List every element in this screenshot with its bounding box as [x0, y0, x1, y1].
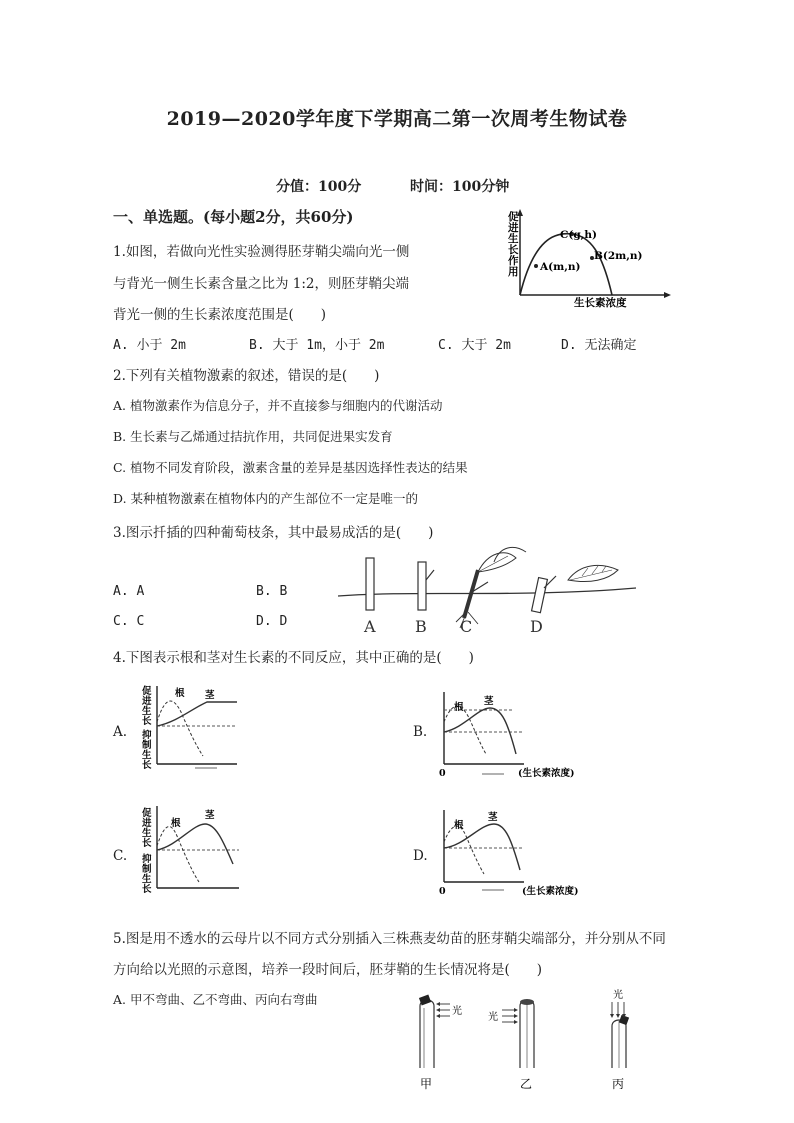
- q3-cuttings-figure: [338, 540, 636, 636]
- q1-ylabel-3: 生: [508, 233, 519, 245]
- q4-graph-c: [137, 802, 247, 894]
- q1-ylabel-5: 作: [508, 255, 519, 267]
- q1-point-c: C(g,h): [560, 229, 597, 241]
- q1-ylabel-6: 用: [508, 266, 519, 278]
- q4c-up-4: 长: [142, 838, 152, 849]
- q4a-up-3: 生: [142, 706, 152, 717]
- q4b-root: 根: [454, 702, 464, 713]
- q4c-up-2: 进: [142, 818, 152, 829]
- q3-option-d: D. D: [256, 614, 288, 629]
- q5-seedlings-figure: [400, 988, 660, 1092]
- q3-option-a: A. A: [113, 584, 145, 599]
- q5-light-1: 光: [452, 1006, 462, 1017]
- q3-label-b: B: [415, 617, 427, 636]
- q1-option-b: B. 大于 1m，小于 2m: [249, 338, 385, 353]
- q4-option-d-letter: D.: [413, 848, 428, 864]
- q5-light-3: 光: [613, 990, 623, 1001]
- q1-line-3: 背光一侧的生长素浓度范围是( ): [113, 307, 327, 323]
- q4-graph-b: [434, 688, 614, 780]
- q3-label-d: D: [530, 617, 543, 636]
- q1-line-2: 与背光一侧生长素含量之比为 1:2，则胚芽鞘尖端: [113, 276, 410, 292]
- q2-option-c: C. 植物不同发育阶段，激素含量的差异是基因选择性表达的结果: [113, 460, 468, 475]
- q4-option-c-letter: C.: [113, 848, 128, 864]
- q4-graph-a: [137, 682, 247, 774]
- q4-stem: 4.下图表示根和茎对生长素的不同反应，其中正确的是( ): [113, 650, 474, 666]
- q1-point-b: B(2m,n): [594, 250, 643, 262]
- q4a-up-1: 促: [142, 686, 152, 697]
- q1-ylabel-4: 长: [508, 244, 519, 256]
- q1-line-1: 1.如图，若做向光性实验测得胚芽鞘尖端向光一侧: [113, 244, 410, 260]
- q2-option-d: D. 某种植物激素在植物体内的产生部位不一定是唯一的: [113, 491, 419, 506]
- q4c-stem: 茎: [205, 810, 215, 821]
- q1-option-d: D. 无法确定: [561, 338, 637, 353]
- q4a-down-3: 生: [142, 750, 152, 761]
- q4d-xlabel: (生长素浓度): [522, 886, 579, 897]
- q4b-xlabel: (生长素浓度): [518, 768, 575, 779]
- section-heading: 一、单选题。(每小题2分，共60分): [113, 208, 354, 226]
- q5-line-1: 5.图是用不透水的云母片以不同方式分别插入三株燕麦幼苗的胚芽鞘尖端部分，并分别从不同: [113, 931, 666, 947]
- q4d-zero: 0: [439, 886, 446, 897]
- q4c-up-1: 促: [142, 808, 152, 819]
- q1-option-c: C. 大于 2m: [438, 338, 511, 353]
- q2-option-a: A. 植物激素作为信息分子，并不直接参与细胞内的代谢活动: [113, 398, 443, 413]
- q4b-stem: 茎: [484, 696, 494, 707]
- q3-label-c: C: [460, 617, 473, 636]
- q5-light-2: 光: [488, 1012, 498, 1023]
- q5-line-2: 方向给以光照的示意图，培养一段时间后，胚芽鞘的生长情况将是( ): [113, 962, 543, 978]
- score-label: 分值：100分: [276, 179, 362, 195]
- q5-label-jia: 甲: [420, 1077, 433, 1091]
- q2-stem: 2.下列有关植物激素的叙述，错误的是( ): [113, 368, 380, 384]
- q4a-root: 根: [175, 688, 185, 699]
- q3-stem: 3.图示扦插的四种葡萄枝条，其中最易成活的是( ): [113, 525, 434, 541]
- q1-option-a: A. 小于 2m: [113, 338, 186, 353]
- q4a-down-1: 抑: [142, 730, 152, 741]
- q4-option-a-letter: A.: [113, 724, 128, 740]
- q2-option-b: B. 生长素与乙烯通过拮抗作用，共同促进果实发育: [113, 429, 393, 444]
- q3-option-c: C. C: [113, 614, 145, 629]
- q4a-up-2: 进: [142, 696, 152, 707]
- q1-ylabel-2: 进: [508, 222, 519, 234]
- page-title: 2019—2020学年度下学期高二第一次周考生物试卷: [166, 108, 628, 130]
- q4a-up-4: 长: [142, 716, 152, 727]
- q4c-down-2: 制: [142, 864, 152, 875]
- q1-point-a: A(m,n): [540, 261, 581, 273]
- q4-option-b-letter: B.: [413, 724, 428, 740]
- q1-ylabel-1: 促: [508, 211, 519, 223]
- q4a-down-2: 制: [142, 740, 152, 751]
- q4-graph-d: [434, 806, 614, 898]
- q4c-down-3: 生: [142, 874, 152, 885]
- q4c-down-4: 长: [142, 884, 152, 894]
- q4a-down-4: 长: [142, 760, 152, 771]
- q3-label-a: A: [364, 617, 376, 636]
- q4c-down-1: 抑: [142, 854, 152, 865]
- q4d-root: 根: [454, 820, 464, 831]
- q4c-root: 根: [171, 818, 181, 829]
- q5-label-bing: 丙: [612, 1077, 625, 1091]
- q3-option-b: B. B: [256, 584, 288, 599]
- q4d-stem: 茎: [488, 812, 498, 823]
- q1-xlabel: 生长素浓度: [574, 297, 627, 308]
- q4c-up-3: 生: [142, 828, 152, 839]
- q5-option-a: A. 甲不弯曲、乙不弯曲、丙向右弯曲: [113, 992, 318, 1007]
- q4b-zero: 0: [439, 768, 446, 779]
- q4a-stem: 茎: [205, 690, 215, 701]
- time-label: 时间：100分钟: [410, 179, 510, 195]
- q1-graph: [500, 208, 675, 308]
- q5-label-yi: 乙: [520, 1077, 533, 1091]
